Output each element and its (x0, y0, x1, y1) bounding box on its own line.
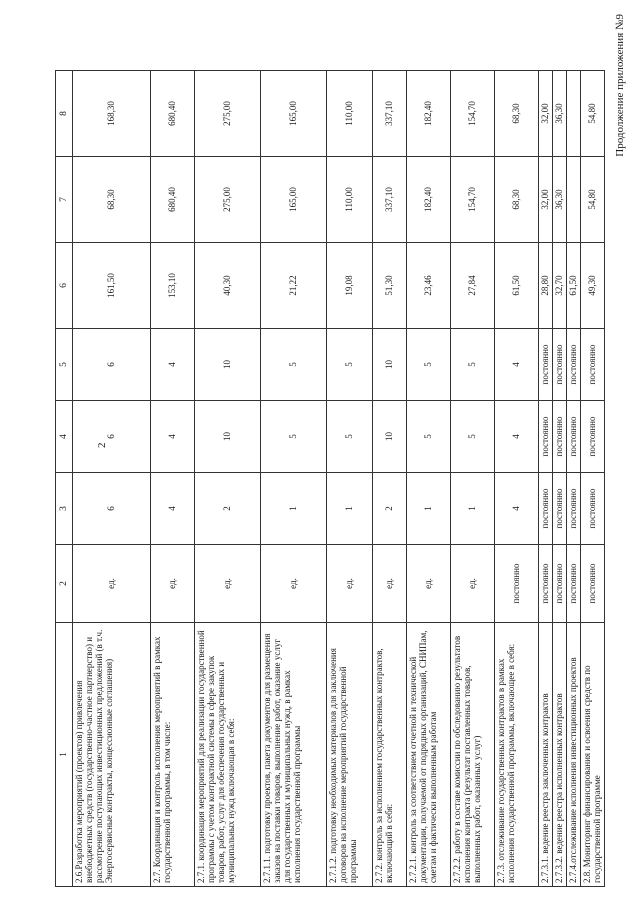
amount-cell: 27,84 (451, 243, 495, 329)
value-cell: 2 (195, 473, 261, 545)
amount-cell: 275,00 (195, 71, 261, 157)
col-number: 6 (56, 243, 73, 329)
value-cell: 4 (151, 473, 195, 545)
col-number: 8 (56, 71, 73, 157)
col-number: 2 (56, 545, 73, 623)
table-row (495, 71, 539, 887)
amount-cell: 110,00 (327, 71, 373, 157)
value-cell: 1 (451, 473, 495, 545)
value-cell: 10 (195, 329, 261, 401)
value-cell: 5 (451, 329, 495, 401)
amount-cell: 61,50 (567, 243, 581, 329)
amount-cell: 68,30 (73, 157, 151, 243)
amount-cell: 153,10 (151, 243, 195, 329)
amount-cell: 165,00 (261, 157, 327, 243)
row-title: 2.7.1.2. подготовку необходимых материалов для заключения договоров на исполнение мероприятий государственной программы (327, 623, 373, 887)
value-cell: 4 (151, 329, 195, 401)
amount-cell: 40,30 (195, 243, 261, 329)
unit-cell: ед. (261, 545, 327, 623)
col-number: 4 (56, 401, 73, 473)
table-row (151, 71, 195, 887)
value-cell: 4 (495, 473, 539, 545)
value-cell: 2 (373, 473, 407, 545)
value-cell: 10 (195, 401, 261, 473)
value-cell: постоянно (553, 473, 567, 545)
row-title: 2.7.3.2. ведение реестра исполненных контрактов (553, 623, 567, 887)
row-title: 2.7.2.2. работу в составе комиссии по обследованию результатов исполнения контракта (результат поставленных товаров, выполненных работ, оказанных услуг) (451, 623, 495, 887)
amount-cell: 19,08 (327, 243, 373, 329)
table-row (567, 71, 581, 887)
value-cell: постоянно (581, 401, 605, 473)
value-cell: постоянно (567, 329, 581, 401)
amount-cell: 28,80 (539, 243, 553, 329)
unit-cell: постоянно (567, 545, 581, 623)
value-cell: 5 (407, 329, 451, 401)
amount-cell: 165,00 (261, 71, 327, 157)
table-row (539, 71, 553, 887)
amount-cell: 337,10 (373, 71, 407, 157)
value-cell: 4 (151, 401, 195, 473)
value-cell: 10 (373, 401, 407, 473)
unit-cell: ед. (407, 545, 451, 623)
amount-cell (567, 71, 581, 157)
column-number-row (56, 71, 73, 887)
row-title: 2.7.1. координация мероприятий для реализации государственной программы с учетом контрактной системы в сфере закупок товаров, работ, услуг для обеспечения государственных и муниципальных нужд включающая в себя: (195, 623, 261, 887)
table-row (553, 71, 567, 887)
value-cell: 1 (407, 473, 451, 545)
amount-cell: 337,10 (373, 157, 407, 243)
rotated-table-container (55, 71, 603, 887)
value-cell: постоянно (581, 473, 605, 545)
amount-cell: 154,70 (451, 157, 495, 243)
amount-cell: 68,30 (495, 71, 539, 157)
row-title: 2.7.1.1. подготовку проектов, пакета документов для размещения заказов на поставки товаров, выполнение работ, оказание услуг для государственных и муниципальных нужд, в рамках исполнения государственной программы (261, 623, 327, 887)
table-row (581, 71, 605, 887)
value-cell: постоянно (581, 329, 605, 401)
row-title: 2.7.3.1. ведение реестра заключенных контрактов (539, 623, 553, 887)
amount-cell: 680,40 (151, 71, 195, 157)
amount-cell: 32,70 (553, 243, 567, 329)
unit-cell: ед. (73, 545, 151, 623)
value-cell: 5 (327, 329, 373, 401)
row-title: 2.7. Координация и контроль исполнения мероприятий в рамках государственной программы, в том числе: (151, 623, 195, 887)
value-cell: постоянно (553, 329, 567, 401)
table-row (261, 71, 327, 887)
unit-cell: ед. (373, 545, 407, 623)
row-title: 2.7.2. контроль за исполнением государственных контрактов, включающий в себя: (373, 623, 407, 887)
unit-cell: ед. (327, 545, 373, 623)
value-cell: 4 (495, 329, 539, 401)
table-row (73, 71, 151, 887)
row-title: 2.8. Мониторинг финансирования и освоения средств по государственной программе (581, 623, 605, 887)
unit-cell: ед. (195, 545, 261, 623)
value-cell: 1 (327, 473, 373, 545)
row-title: 2.7.2.1. контроль за соответствием отчетной и технической документации, получаемой от подрядных организаций, СНИПам, сметам и фактически выполненным работам (407, 623, 451, 887)
page-number: 2 (96, 442, 108, 448)
amount-cell: 49,30 (581, 243, 605, 329)
value-cell: 6 (73, 473, 151, 545)
value-cell: постоянно (539, 329, 553, 401)
amount-cell (567, 157, 581, 243)
col-number: 7 (56, 157, 73, 243)
value-cell: 5 (407, 401, 451, 473)
row-title: 2.7.4.отслеживание исполнения инвестиционных проектов (567, 623, 581, 887)
value-cell: 4 (495, 401, 539, 473)
row-title: 2.7.3. отслеживание государственных контрактов в рамках исполнения государственной программы, включающее в себя: (495, 623, 539, 887)
amount-cell: 68,30 (495, 157, 539, 243)
row-title: 2.6.Разработка мероприятий (проектов) привлечения внебюджетных средств (государственно-частное партнерство) и рассмотрение поступающих инвестиционных предложений (в т.ч. Энергосервисные контракты, концессионные соглашения) (73, 623, 151, 887)
amount-cell: 36,30 (553, 71, 567, 157)
value-cell: постоянно (553, 401, 567, 473)
value-cell: постоянно (567, 473, 581, 545)
continuation-caption: Продолжение приложения №9 (614, 14, 626, 157)
value-cell: 1 (261, 473, 327, 545)
value-cell: 5 (451, 401, 495, 473)
value-cell: постоянно (567, 401, 581, 473)
amount-cell: 182,40 (407, 157, 451, 243)
value-cell: постоянно (539, 401, 553, 473)
amount-cell: 32,00 (539, 157, 553, 243)
unit-cell: постоянно (495, 545, 539, 623)
amount-cell: 51,30 (373, 243, 407, 329)
value-cell: 10 (373, 329, 407, 401)
col-number: 1 (56, 623, 73, 887)
amount-cell: 275,00 (195, 157, 261, 243)
amount-cell: 54,80 (581, 71, 605, 157)
amount-cell: 36,30 (553, 157, 567, 243)
value-cell: постоянно (539, 473, 553, 545)
amount-cell: 61,50 (495, 243, 539, 329)
amount-cell: 680,40 (151, 157, 195, 243)
unit-cell: ед. (451, 545, 495, 623)
unit-cell: постоянно (539, 545, 553, 623)
value-cell: 5 (327, 401, 373, 473)
value-cell: 5 (261, 329, 327, 401)
col-number: 5 (56, 329, 73, 401)
value-cell: 6 (73, 401, 151, 473)
table-row (195, 71, 261, 887)
table-row (327, 71, 373, 887)
amount-cell: 161,50 (73, 243, 151, 329)
amount-cell: 154,70 (451, 71, 495, 157)
amount-cell: 23,46 (407, 243, 451, 329)
table-row (451, 71, 495, 887)
col-number: 3 (56, 473, 73, 545)
unit-cell: ед. (151, 545, 195, 623)
amount-cell: 32,00 (539, 71, 553, 157)
unit-cell: постоянно (581, 545, 605, 623)
activities-table (55, 70, 605, 887)
amount-cell: 21,22 (261, 243, 327, 329)
value-cell: 5 (261, 401, 327, 473)
amount-cell: 168,30 (73, 71, 151, 157)
unit-cell: постоянно (553, 545, 567, 623)
value-cell: 6 (73, 329, 151, 401)
amount-cell: 110,00 (327, 157, 373, 243)
table-row (407, 71, 451, 887)
amount-cell: 182,40 (407, 71, 451, 157)
table-row (373, 71, 407, 887)
amount-cell: 54,80 (581, 157, 605, 243)
